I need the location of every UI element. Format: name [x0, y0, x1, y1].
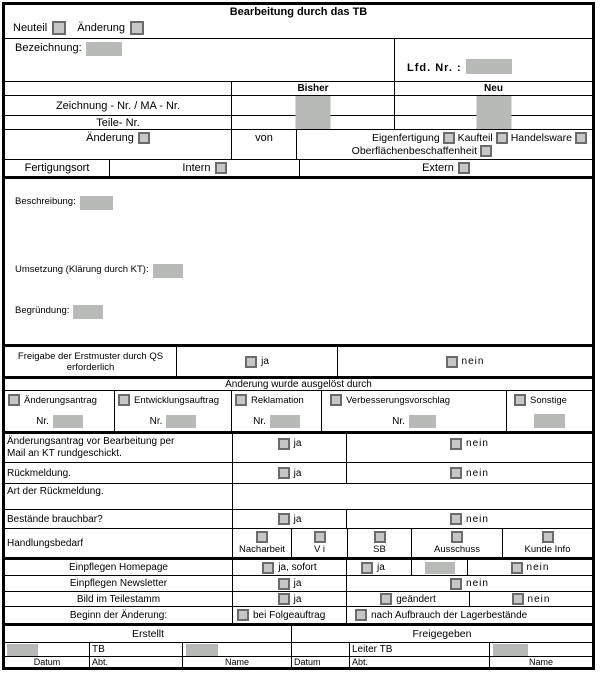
- bild-teilestamm-row: [5, 592, 592, 607]
- bild-nein-label: nein: [527, 593, 551, 605]
- entwicklungsauftrag-checkbox[interactable]: [118, 394, 130, 406]
- handlungsbedarf-label: Handlungsbedarf: [7, 537, 84, 549]
- newsletter-nein-checkbox[interactable]: [450, 578, 462, 590]
- folgeauftrag-label: bei Folgeauftrag: [253, 609, 326, 621]
- bild-nein-checkbox[interactable]: [512, 593, 524, 605]
- folgeauftrag-checkbox[interactable]: [237, 609, 249, 621]
- beginn-aenderung-row: [5, 607, 592, 623]
- rundgeschickt-ja-label: ja: [293, 438, 302, 449]
- neuteil-checkbox[interactable]: [52, 21, 66, 35]
- zeichnung-nr-row: [5, 96, 592, 116]
- form-title: Bearbeitung durch das TB: [229, 6, 368, 18]
- beschreibung-label: Beschreibung:: [15, 196, 76, 207]
- newsletter-row: [5, 576, 592, 592]
- teile-nr-label: Teile- Nr.: [96, 116, 140, 129]
- homepage-ja-checkbox[interactable]: [361, 562, 373, 574]
- rundgeschickt-nein-label: nein: [466, 438, 489, 449]
- bestaende-nein-checkbox[interactable]: [450, 513, 462, 525]
- homepage-field[interactable]: [425, 562, 455, 574]
- homepage-ja-sofort-label: ja, sofort: [278, 562, 317, 573]
- verbesserungsvorschlag-label: Verbesserungsvorschlag: [346, 394, 451, 406]
- newsletter-ja-label: ja: [293, 578, 302, 589]
- begruendung-label: Begründung:: [15, 305, 70, 316]
- zeichnung-nr-label: Zeichnung - Nr. / MA - Nr.: [55, 99, 181, 112]
- nr-label: Nr.: [253, 416, 266, 427]
- sb-label: SB: [373, 544, 386, 555]
- bestaende-row: [5, 510, 592, 529]
- sonstige-checkbox[interactable]: [514, 394, 526, 406]
- beginn-aenderung-label: Beginn der Änderung:: [69, 609, 168, 621]
- tb-label: TB: [89, 643, 182, 656]
- verbesserungsvorschlag-checkbox[interactable]: [330, 394, 342, 406]
- art-rueckmeldung-field-area[interactable]: [232, 484, 592, 509]
- aenderungsantrag-nr-field[interactable]: [53, 415, 83, 428]
- aenderung-label: Änderung: [77, 22, 125, 34]
- freigabe-nein-checkbox[interactable]: [446, 356, 458, 368]
- nr-label: Nr.: [392, 416, 405, 427]
- beschreibung-field[interactable]: [80, 196, 113, 210]
- freigegeben-header: Freigegeben: [291, 626, 592, 642]
- freigabe-label-line2: erforderlich: [66, 361, 115, 373]
- zeichnung-bisher-field[interactable]: [296, 96, 331, 129]
- intern-checkbox[interactable]: [215, 162, 227, 174]
- leiter-tb-label: Leiter TB: [349, 643, 489, 656]
- vi-checkbox[interactable]: [314, 531, 326, 543]
- nacharbeit-label: Nacharbeit: [239, 544, 285, 555]
- handelsware-checkbox[interactable]: [575, 132, 587, 144]
- rueckmeldung-nein-checkbox[interactable]: [450, 467, 462, 479]
- umsetzung-field[interactable]: [153, 264, 183, 278]
- homepage-row: [5, 560, 592, 576]
- sb-checkbox[interactable]: [374, 531, 386, 543]
- bild-geaendert-label: geändert: [396, 593, 436, 605]
- erstellt-datum-field[interactable]: [7, 644, 38, 656]
- aenderung-row-checkbox[interactable]: [138, 132, 150, 144]
- erstellt-freigegeben-row: [5, 626, 592, 643]
- aenderung-checkbox[interactable]: [130, 21, 144, 35]
- lfd-nr-field[interactable]: [466, 59, 512, 74]
- erstellt-name-caption: Name: [182, 657, 291, 667]
- bestaende-label: Bestände brauchbar?: [7, 513, 103, 525]
- homepage-nein-label: nein: [526, 562, 550, 573]
- newsletter-label: Einpflegen Newsletter: [69, 578, 168, 589]
- kunde-info-label: Kunde Info: [524, 544, 571, 555]
- newsletter-ja-checkbox[interactable]: [278, 578, 290, 590]
- rueckmeldung-ja-label: ja: [293, 467, 302, 479]
- rundgeschickt-label-line1: Änderungsantrag vor Bearbeitung per: [7, 436, 175, 447]
- oberflaechenbeschaffenheit-checkbox[interactable]: [480, 145, 492, 157]
- aenderung-row-label: Änderung: [86, 132, 134, 144]
- sonstige-label: Sonstige: [530, 394, 567, 406]
- art-rueckmeldung-label: Art der Rückmeldung.: [7, 486, 104, 497]
- rueckmeldung-label: Rückmeldung.: [7, 467, 71, 479]
- rueckmeldung-row: [5, 463, 592, 484]
- reklamation-nr-field[interactable]: [270, 415, 300, 428]
- form-header-row: [5, 5, 592, 39]
- freigegeben-abt-caption: Abt.: [349, 657, 489, 667]
- homepage-nein-checkbox[interactable]: [511, 562, 523, 574]
- neu-header: Neu: [394, 82, 592, 95]
- freigabe-ja-checkbox[interactable]: [245, 356, 257, 368]
- signature-fields-row: [5, 643, 592, 657]
- umsetzung-label: Umsetzung (Klärung durch KT):: [15, 264, 149, 275]
- form-bearbeitung-tb: [2, 2, 595, 670]
- bezeichnung-row: [5, 39, 592, 82]
- reklamation-label: Reklamation: [251, 394, 304, 406]
- freetext-section: [5, 176, 592, 344]
- einpflegen-section: [5, 557, 592, 623]
- freigegeben-datum-caption: Datum: [291, 657, 349, 667]
- rundgeschickt-ja-checkbox[interactable]: [278, 438, 290, 450]
- freigabe-nein-label: nein: [461, 356, 485, 367]
- zeichnung-neu-field[interactable]: [476, 96, 511, 129]
- bestaende-ja-label: ja: [293, 513, 302, 525]
- freigabe-section: [5, 344, 592, 376]
- bild-teilestamm-label: Bild im Teilestamm: [76, 593, 161, 605]
- nr-label: Nr.: [149, 416, 163, 427]
- eigenfertigung-label: Eigenfertigung: [371, 132, 440, 144]
- homepage-label: Einpflegen Homepage: [69, 562, 168, 573]
- kaufteil-label: Kaufteil: [457, 132, 493, 144]
- reklamation-checkbox[interactable]: [235, 394, 247, 406]
- ausschuss-label: Ausschuss: [434, 544, 480, 555]
- handlungsbedarf-row: [5, 529, 592, 557]
- oberflaechenbeschaffenheit-label: Oberflächenbeschaffenheit: [351, 145, 477, 157]
- fertigungsort-row: [5, 160, 592, 176]
- rueckmeldung-nein-label: nein: [466, 467, 489, 479]
- aufbrauch-label: nach Aufbrauch der Lagerbestände: [371, 609, 528, 621]
- freigegeben-name-field[interactable]: [493, 644, 528, 656]
- fertigungsort-label: Fertigungsort: [24, 162, 90, 174]
- rundgeschickt-row: [5, 434, 592, 463]
- kunde-info-checkbox[interactable]: [542, 531, 554, 543]
- aenderungsantrag-checkbox[interactable]: [8, 394, 20, 406]
- ausgeloest-section: [5, 376, 592, 431]
- verbesserungsvorschlag-nr-field[interactable]: [409, 415, 436, 428]
- signature-section: [5, 623, 592, 667]
- homepage-ja-label: ja: [377, 562, 385, 573]
- erstellt-header: Erstellt: [131, 628, 165, 640]
- entwicklungsauftrag-nr-field[interactable]: [166, 415, 196, 428]
- newsletter-nein-label: nein: [466, 578, 489, 589]
- freigabe-ja-label: ja: [261, 356, 269, 367]
- bild-ja-label: ja: [293, 593, 302, 605]
- bestaende-nein-label: nein: [466, 513, 489, 525]
- aenderung-von-row: [5, 130, 592, 160]
- nacharbeit-checkbox[interactable]: [256, 531, 268, 543]
- begruendung-field[interactable]: [73, 305, 103, 319]
- bild-geaendert-checkbox[interactable]: [380, 593, 392, 605]
- rundgeschickt-nein-checkbox[interactable]: [450, 438, 462, 450]
- freigegeben-name-caption: Name: [489, 657, 592, 667]
- bezeichnung-field[interactable]: [86, 42, 122, 56]
- freigabe-label-line1: Freigabe der Erstmuster durch QS: [17, 350, 164, 362]
- bisher-neu-header-row: [5, 82, 592, 96]
- neuteil-label: Neuteil: [13, 22, 48, 34]
- ausschuss-checkbox[interactable]: [451, 531, 463, 543]
- bild-ja-checkbox[interactable]: [278, 593, 290, 605]
- extern-label: Extern: [422, 162, 454, 174]
- bisher-header: Bisher: [231, 82, 394, 95]
- rueckmeldung-ja-checkbox[interactable]: [278, 467, 290, 479]
- homepage-ja-sofort-checkbox[interactable]: [262, 562, 274, 574]
- aenderungsantrag-label: Änderungsantrag: [24, 394, 97, 406]
- von-label: von: [231, 130, 296, 159]
- art-rueckmeldung-row: [5, 484, 592, 510]
- intern-label: Intern: [182, 162, 211, 174]
- vi-label: V i: [313, 544, 326, 555]
- rundgeschickt-label-line2: Mail an KT rundgeschickt.: [7, 448, 122, 459]
- bestaende-ja-checkbox[interactable]: [278, 513, 290, 525]
- erstellt-name-field[interactable]: [186, 644, 218, 656]
- sonstige-nr-field[interactable]: [534, 414, 565, 428]
- erstellt-abt-caption: Abt.: [89, 657, 182, 667]
- bezeichnung-label: Bezeichnung:: [15, 42, 82, 54]
- erstellt-datum-caption: Datum: [33, 657, 61, 667]
- signature-captions-row: [5, 657, 592, 667]
- eigenfertigung-checkbox[interactable]: [443, 132, 455, 144]
- extern-checkbox[interactable]: [458, 162, 470, 174]
- questions-section: [5, 431, 592, 557]
- ausgeloest-header: Änderung wurde ausgelöst durch: [225, 379, 372, 390]
- entwicklungsauftrag-label: Entwicklungsauftrag: [134, 394, 220, 406]
- aufbrauch-checkbox[interactable]: [355, 609, 367, 621]
- handelsware-label: Handelsware: [510, 132, 572, 144]
- lfd-nr-label: Lfd. Nr. :: [407, 62, 462, 74]
- kaufteil-checkbox[interactable]: [496, 132, 508, 144]
- nr-label: Nr.: [36, 416, 49, 427]
